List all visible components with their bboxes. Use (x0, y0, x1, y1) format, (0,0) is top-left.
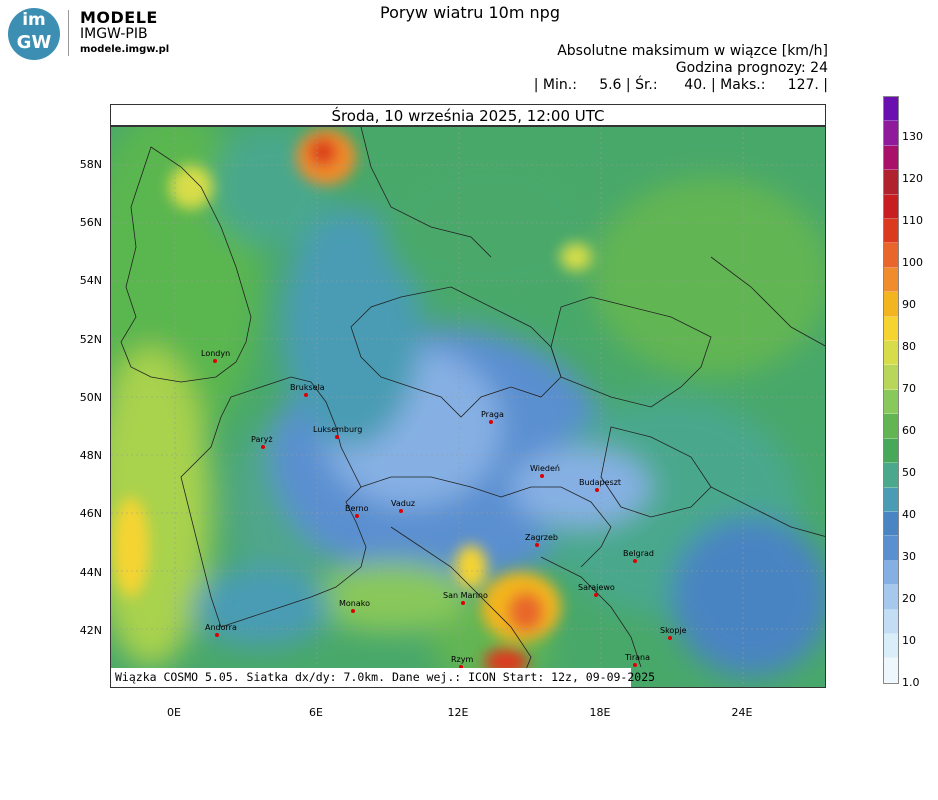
lat-label: 54N (79, 274, 102, 287)
colorbar-swatch (884, 317, 898, 341)
colorbar-label: 80 (902, 340, 916, 353)
info-stats: | Min.: 5.6 | Śr.: 40. | Maks.: 127. | (533, 77, 828, 93)
colorbar-swatch (884, 536, 898, 560)
city-marker-icon (633, 559, 637, 563)
city-marker-icon (633, 663, 637, 667)
date-header: Środa, 10 września 2025, 12:00 UTC (110, 104, 826, 126)
logo-url: modele.imgw.pl (80, 44, 170, 55)
logo-divider (68, 10, 69, 56)
lat-label: 48N (79, 449, 102, 462)
city-marker-icon (304, 393, 308, 397)
colorbar-swatch (884, 610, 898, 634)
colorbar-swatch (884, 146, 898, 170)
city-label: Bruksela (290, 383, 325, 392)
lat-label: 50N (79, 391, 102, 404)
lat-label: 42N (79, 624, 102, 637)
city-label: Wiedeń (530, 464, 560, 473)
colorbar (883, 96, 899, 684)
city-marker-icon (540, 474, 544, 478)
colorbar-swatch (884, 170, 898, 194)
city-label: Luksemburg (313, 425, 363, 434)
city-label: Budapeszt (579, 478, 622, 487)
lon-label: 0E (167, 706, 181, 719)
colorbar-swatch (884, 512, 898, 536)
city-label: Tirana (625, 653, 651, 662)
city-label: Rzym (451, 655, 474, 664)
colorbar-label: 20 (902, 592, 916, 605)
city-marker-icon (489, 420, 493, 424)
city-marker-icon (261, 445, 265, 449)
city-label: Belgrad (623, 549, 654, 558)
city-marker-icon (461, 601, 465, 605)
logo-mark-top: im (22, 10, 46, 30)
colorbar-swatch (884, 658, 898, 682)
city-marker-icon (335, 435, 339, 439)
city-label: Paryż (251, 435, 273, 444)
colorbar-label: 10 (902, 634, 916, 647)
colorbar-swatch (884, 585, 898, 609)
city-label: Praga (481, 410, 504, 419)
city-label: Sarajewo (578, 583, 615, 592)
city-label: Londyn (201, 349, 231, 358)
map-area[interactable] (110, 126, 826, 688)
city-label: Vaduz (391, 499, 416, 508)
colorbar-swatch (884, 463, 898, 487)
city-label: San Marino (443, 591, 488, 600)
colorbar-swatch (884, 561, 898, 585)
colorbar-swatch (884, 341, 898, 365)
info-units: Absolutne maksimum w wiązce [km/h] (557, 43, 828, 59)
city-marker-icon (399, 509, 403, 513)
colorbar-label: 70 (902, 382, 916, 395)
colorbar-label: 1.0 (902, 676, 920, 689)
city-marker-icon (668, 636, 672, 640)
colorbar-swatch (884, 634, 898, 658)
city-marker-icon (215, 633, 219, 637)
colorbar-label: 130 (902, 130, 923, 143)
colorbar-swatch (884, 292, 898, 316)
city-marker-icon (355, 514, 359, 518)
colorbar-label: 120 (902, 172, 923, 185)
colorbar-swatch (884, 195, 898, 219)
colorbar-label: 40 (902, 508, 916, 521)
logo-mark-bottom: GW (16, 32, 52, 53)
colorbar-swatch (884, 439, 898, 463)
model-info-footer: Wiązka COSMO 5.05. Siatka dx/dy: 7.0km. Dane wej.: ICON Start: 12z, 09-09-2025 (111, 668, 631, 687)
imgw-logo-icon (8, 8, 60, 60)
colorbar-swatch (884, 268, 898, 292)
map-title: Poryw wiatru 10m npg (380, 3, 560, 22)
colorbar-swatch (884, 97, 898, 121)
colorbar-swatch (884, 365, 898, 389)
city-marker-icon (213, 359, 217, 363)
lat-label: 56N (79, 216, 102, 229)
lat-label: 58N (79, 158, 102, 171)
lat-label: 52N (79, 333, 102, 346)
colorbar-swatch (884, 390, 898, 414)
logo-name-line1: MODELE (80, 8, 158, 27)
city-marker-icon (535, 543, 539, 547)
logo-name-line2: IMGW-PIB (80, 26, 148, 42)
lon-label: 18E (589, 706, 611, 719)
colorbar-swatch (884, 243, 898, 267)
colorbar-label: 110 (902, 214, 923, 227)
lat-label: 46N (79, 507, 102, 520)
info-forecast-hour: Godzina prognozy: 24 (675, 60, 828, 76)
city-marker-icon (595, 488, 599, 492)
colorbar-swatch (884, 219, 898, 243)
lon-label: 24E (731, 706, 753, 719)
colorbar-label: 100 (902, 256, 923, 269)
colorbar-label: 30 (902, 550, 916, 563)
colorbar-label: 50 (902, 466, 916, 479)
colorbar-label: 90 (902, 298, 916, 311)
colorbar-label: 60 (902, 424, 916, 437)
city-label: Skopje (660, 626, 687, 635)
wind-gust-field (111, 127, 826, 688)
city-label: Berno (345, 504, 369, 513)
city-label: Andorra (205, 623, 237, 632)
lat-label: 44N (79, 566, 102, 579)
colorbar-swatch (884, 121, 898, 145)
city-label: Zagrzeb (525, 533, 558, 542)
colorbar-swatch (884, 488, 898, 512)
city-marker-icon (351, 609, 355, 613)
lon-label: 6E (309, 706, 323, 719)
colorbar-swatch (884, 414, 898, 438)
lon-label: 12E (447, 706, 469, 719)
city-marker-icon (594, 593, 598, 597)
city-label: Monako (339, 599, 371, 608)
